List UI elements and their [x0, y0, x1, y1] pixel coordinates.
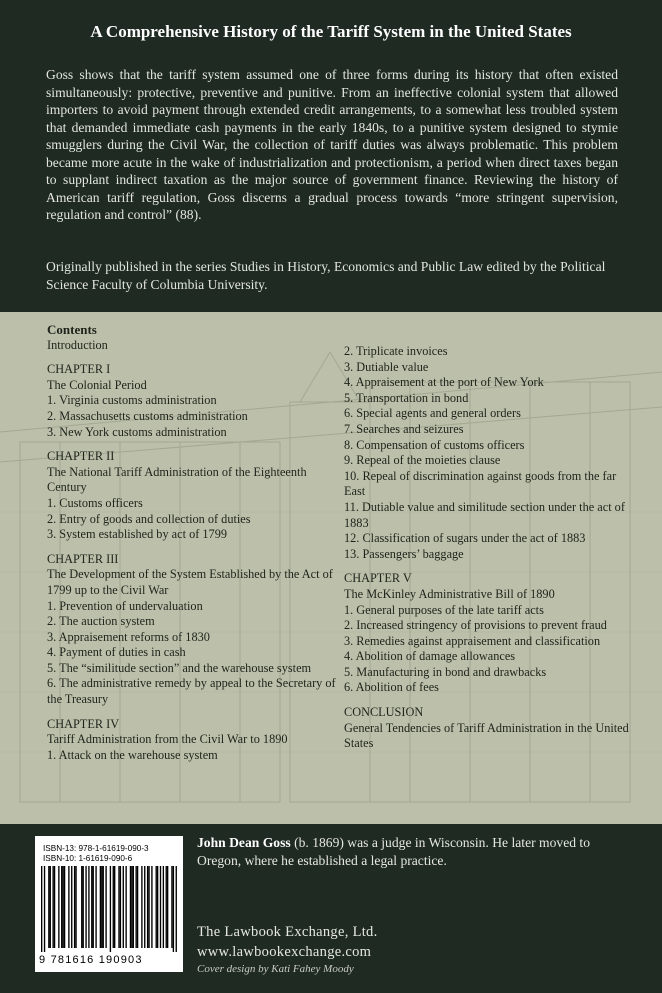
publisher-website: www.lawbookexchange.com — [197, 944, 372, 960]
engraving-panel — [0, 312, 662, 824]
contents-entry: 4. Abolition of damage allowances — [344, 649, 516, 664]
contents-entry: 11. Dutiable value and similitude section under the act of 1883 — [344, 499, 625, 530]
contents-entry: 2. Triplicate invoices — [344, 344, 448, 358]
book-title: A Comprehensive History of the Tariff System in the United States — [90, 22, 572, 41]
publisher-name: The Lawbook Exchange, Ltd. — [197, 924, 378, 940]
contents-entry: The Colonial Period — [47, 377, 147, 392]
contents-entry: 6. The administrative remedy by appeal to the Secretary of the Treasury — [47, 676, 336, 707]
contents-entry: 2. Increased stringency of provisions to prevent fraud — [344, 618, 607, 633]
barcode-digits: 9 781616 190903 — [39, 954, 143, 966]
barcode-graphic — [41, 866, 177, 952]
publication-note: Originally published in the series Studies in History, Economics and Public Law edited by the Political Science Faculty of Columbia University. — [46, 259, 606, 292]
contents-entry: 2. Entry of goods and collection of duties — [47, 511, 251, 526]
contents-entry: 1. Virginia customs administration — [47, 393, 217, 408]
contents-entry: 3. New York customs administration — [47, 424, 227, 439]
description-panel — [0, 0, 662, 312]
contents-entry: 13. Passengers’ baggage — [344, 546, 464, 561]
contents-entry: 3. System established by act of 1799 — [47, 527, 227, 542]
contents-entry: CHAPTER V — [344, 571, 412, 586]
contents-entry: Tariff Administration from the Civil War to 1890 — [47, 732, 288, 747]
isbn-13: ISBN-13: 978-1-61619-090-3 — [43, 844, 149, 853]
contents-entry: CHAPTER III — [47, 551, 119, 566]
contents-entry: 7. Searches and seizures — [344, 421, 464, 436]
isbn-10: ISBN-10: 1-61619-090-6 — [43, 854, 133, 863]
back-cover-footer — [0, 824, 662, 993]
contents-entry: 10. Repeal of discrimination against goods from the far East — [344, 468, 617, 499]
contents-entry: 5. The “similitude section” and the warehouse system — [47, 660, 312, 675]
contents-entry: 6. Special agents and general orders — [344, 406, 521, 421]
contents-entry: CHAPTER II — [47, 449, 115, 464]
contents-entry: 1. Customs officers — [47, 495, 143, 510]
contents-entry: 3. Appraisement reforms of 1830 — [47, 629, 210, 644]
contents-entry: The Development of the System Established by the Act of 1799 up to the Civil War — [47, 567, 333, 597]
contents-entry: CHAPTER IV — [47, 716, 120, 731]
contents-entry: 8. Compensation of customs officers — [344, 437, 525, 452]
author-bio — [197, 834, 617, 870]
contents-entry: 1. General purposes of the late tariff acts — [344, 602, 544, 617]
author-bio-text: (b. 1869) was a judge in Wisconsin. He later moved to Oregon, where he established a legal practice. — [197, 835, 591, 868]
contents-entry: CHAPTER I — [47, 362, 111, 377]
contents-entry: The National Tariff Administration of the Eighteenth Century — [47, 464, 307, 495]
contents-entry: 6. Abolition of fees — [344, 680, 439, 695]
contents-heading: Contents — [47, 322, 97, 337]
contents-entry: 1. Attack on the warehouse system — [47, 747, 218, 762]
contents-entry: 12. Classification of sugars under the act of 1883 — [344, 531, 586, 546]
contents-entry: 5. Transportation in bond — [344, 390, 469, 405]
barcode-block — [35, 836, 183, 972]
contents-entry: 9. Repeal of the moieties clause — [344, 453, 501, 468]
contents-entry: CONCLUSION — [344, 705, 424, 720]
contents-entry: 2. Massachusetts customs administration — [47, 408, 248, 423]
contents-entry: 3. Dutiable value — [344, 359, 429, 374]
contents-entry: General Tendencies of Tariff Administration in the United States — [344, 720, 629, 751]
contents-entry: Introduction — [47, 337, 108, 352]
contents-entry: The McKinley Administrative Bill of 1890 — [344, 586, 555, 601]
table-of-contents-left — [47, 322, 347, 763]
author-name: John Dean Goss — [197, 835, 291, 850]
contents-entry: 4. Appraisement at the port of New York — [344, 375, 544, 390]
book-description: Goss shows that the tariff system assumed one of three forms during its history that often existed simultaneously: protective, preventive and punitive. From an ineffective colonial system that allowed importers to avoid payment through extended credit arrangements, to a somewhat less troubled system that demanded immediate cash payments in the early 1840s, to a punitive system designed to stymie smugglers during the Civil War, the collection of tariff duties was always problematic. This problem became more acute in the wake of industrialization and protectionism, a period when direct taxes began to supplant indirect taxation as the major source of government finance. Reviewing the history of American tariff regulation, Goss discerns a gradual process towards “more stringent supervision, regulation and control” (88). — [46, 67, 618, 222]
contents-entry: 4. Payment of duties in cash — [47, 645, 186, 660]
contents-entry: 3. Remedies against appraisement and classification — [344, 633, 601, 648]
contents-entry: 2. The auction system — [47, 614, 155, 629]
table-of-contents-right — [344, 344, 636, 752]
cover-credit: Cover design by Kati Fahey Moody — [197, 963, 354, 975]
contents-entry: 1. Prevention of undervaluation — [47, 598, 203, 613]
contents-entry: 5. Manufacturing in bond and drawbacks — [344, 664, 547, 679]
